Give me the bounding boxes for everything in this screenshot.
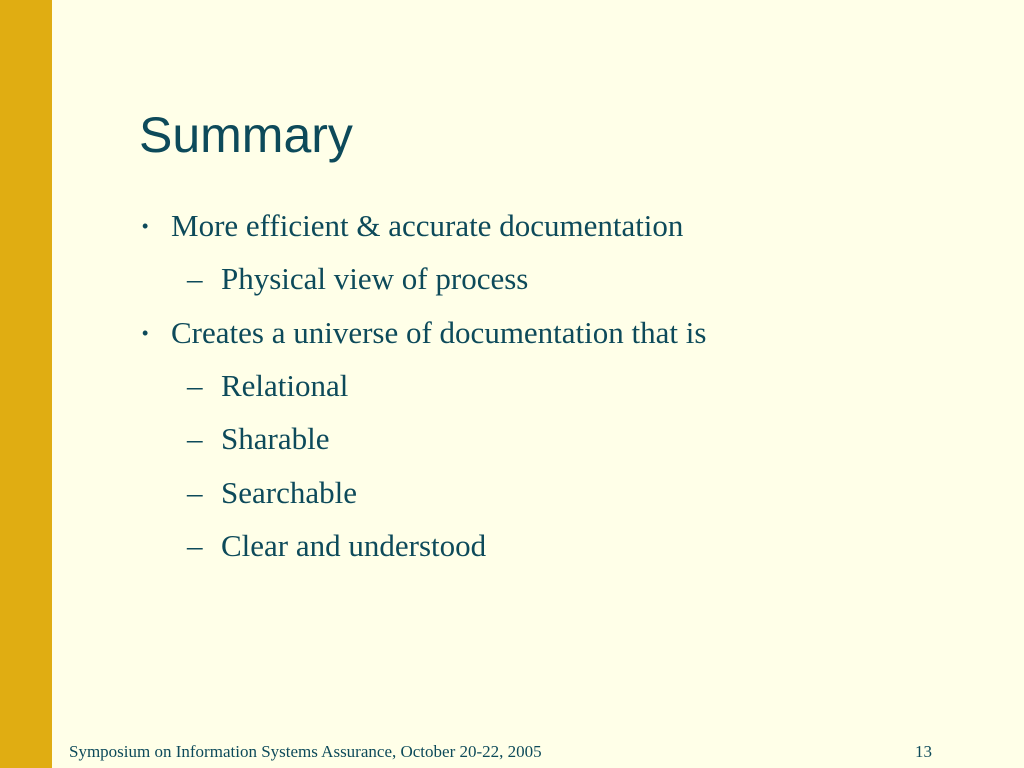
bullet-item bbox=[142, 206, 684, 246]
sub-item bbox=[187, 473, 357, 513]
page-number: 13 bbox=[915, 742, 932, 761]
sub-item-text: Physical view of process bbox=[221, 261, 529, 296]
sub-item-text: Clear and understood bbox=[221, 528, 487, 563]
sub-item bbox=[187, 526, 487, 566]
dash-marker: – bbox=[187, 421, 203, 456]
dash-marker: – bbox=[187, 261, 203, 296]
bullet-marker: • bbox=[142, 323, 149, 343]
sub-item bbox=[187, 366, 349, 406]
bullet-marker: • bbox=[142, 216, 149, 236]
dash-marker: – bbox=[187, 368, 203, 403]
sub-item-text: Relational bbox=[221, 368, 349, 403]
sub-item bbox=[187, 259, 529, 299]
bullet-text: More efficient & accurate documentation bbox=[171, 208, 684, 243]
bullet-item bbox=[142, 313, 707, 353]
sub-item-text: Sharable bbox=[221, 421, 330, 456]
slide-title: Summary bbox=[139, 107, 353, 163]
sub-item-text: Searchable bbox=[221, 475, 357, 510]
bullet-text: Creates a universe of documentation that is bbox=[171, 315, 707, 350]
slide-footer: Symposium on Information Systems Assurance, October 20-22, 2005 bbox=[69, 742, 542, 761]
dash-marker: – bbox=[187, 528, 203, 563]
dash-marker: – bbox=[187, 475, 203, 510]
sub-item bbox=[187, 419, 330, 459]
